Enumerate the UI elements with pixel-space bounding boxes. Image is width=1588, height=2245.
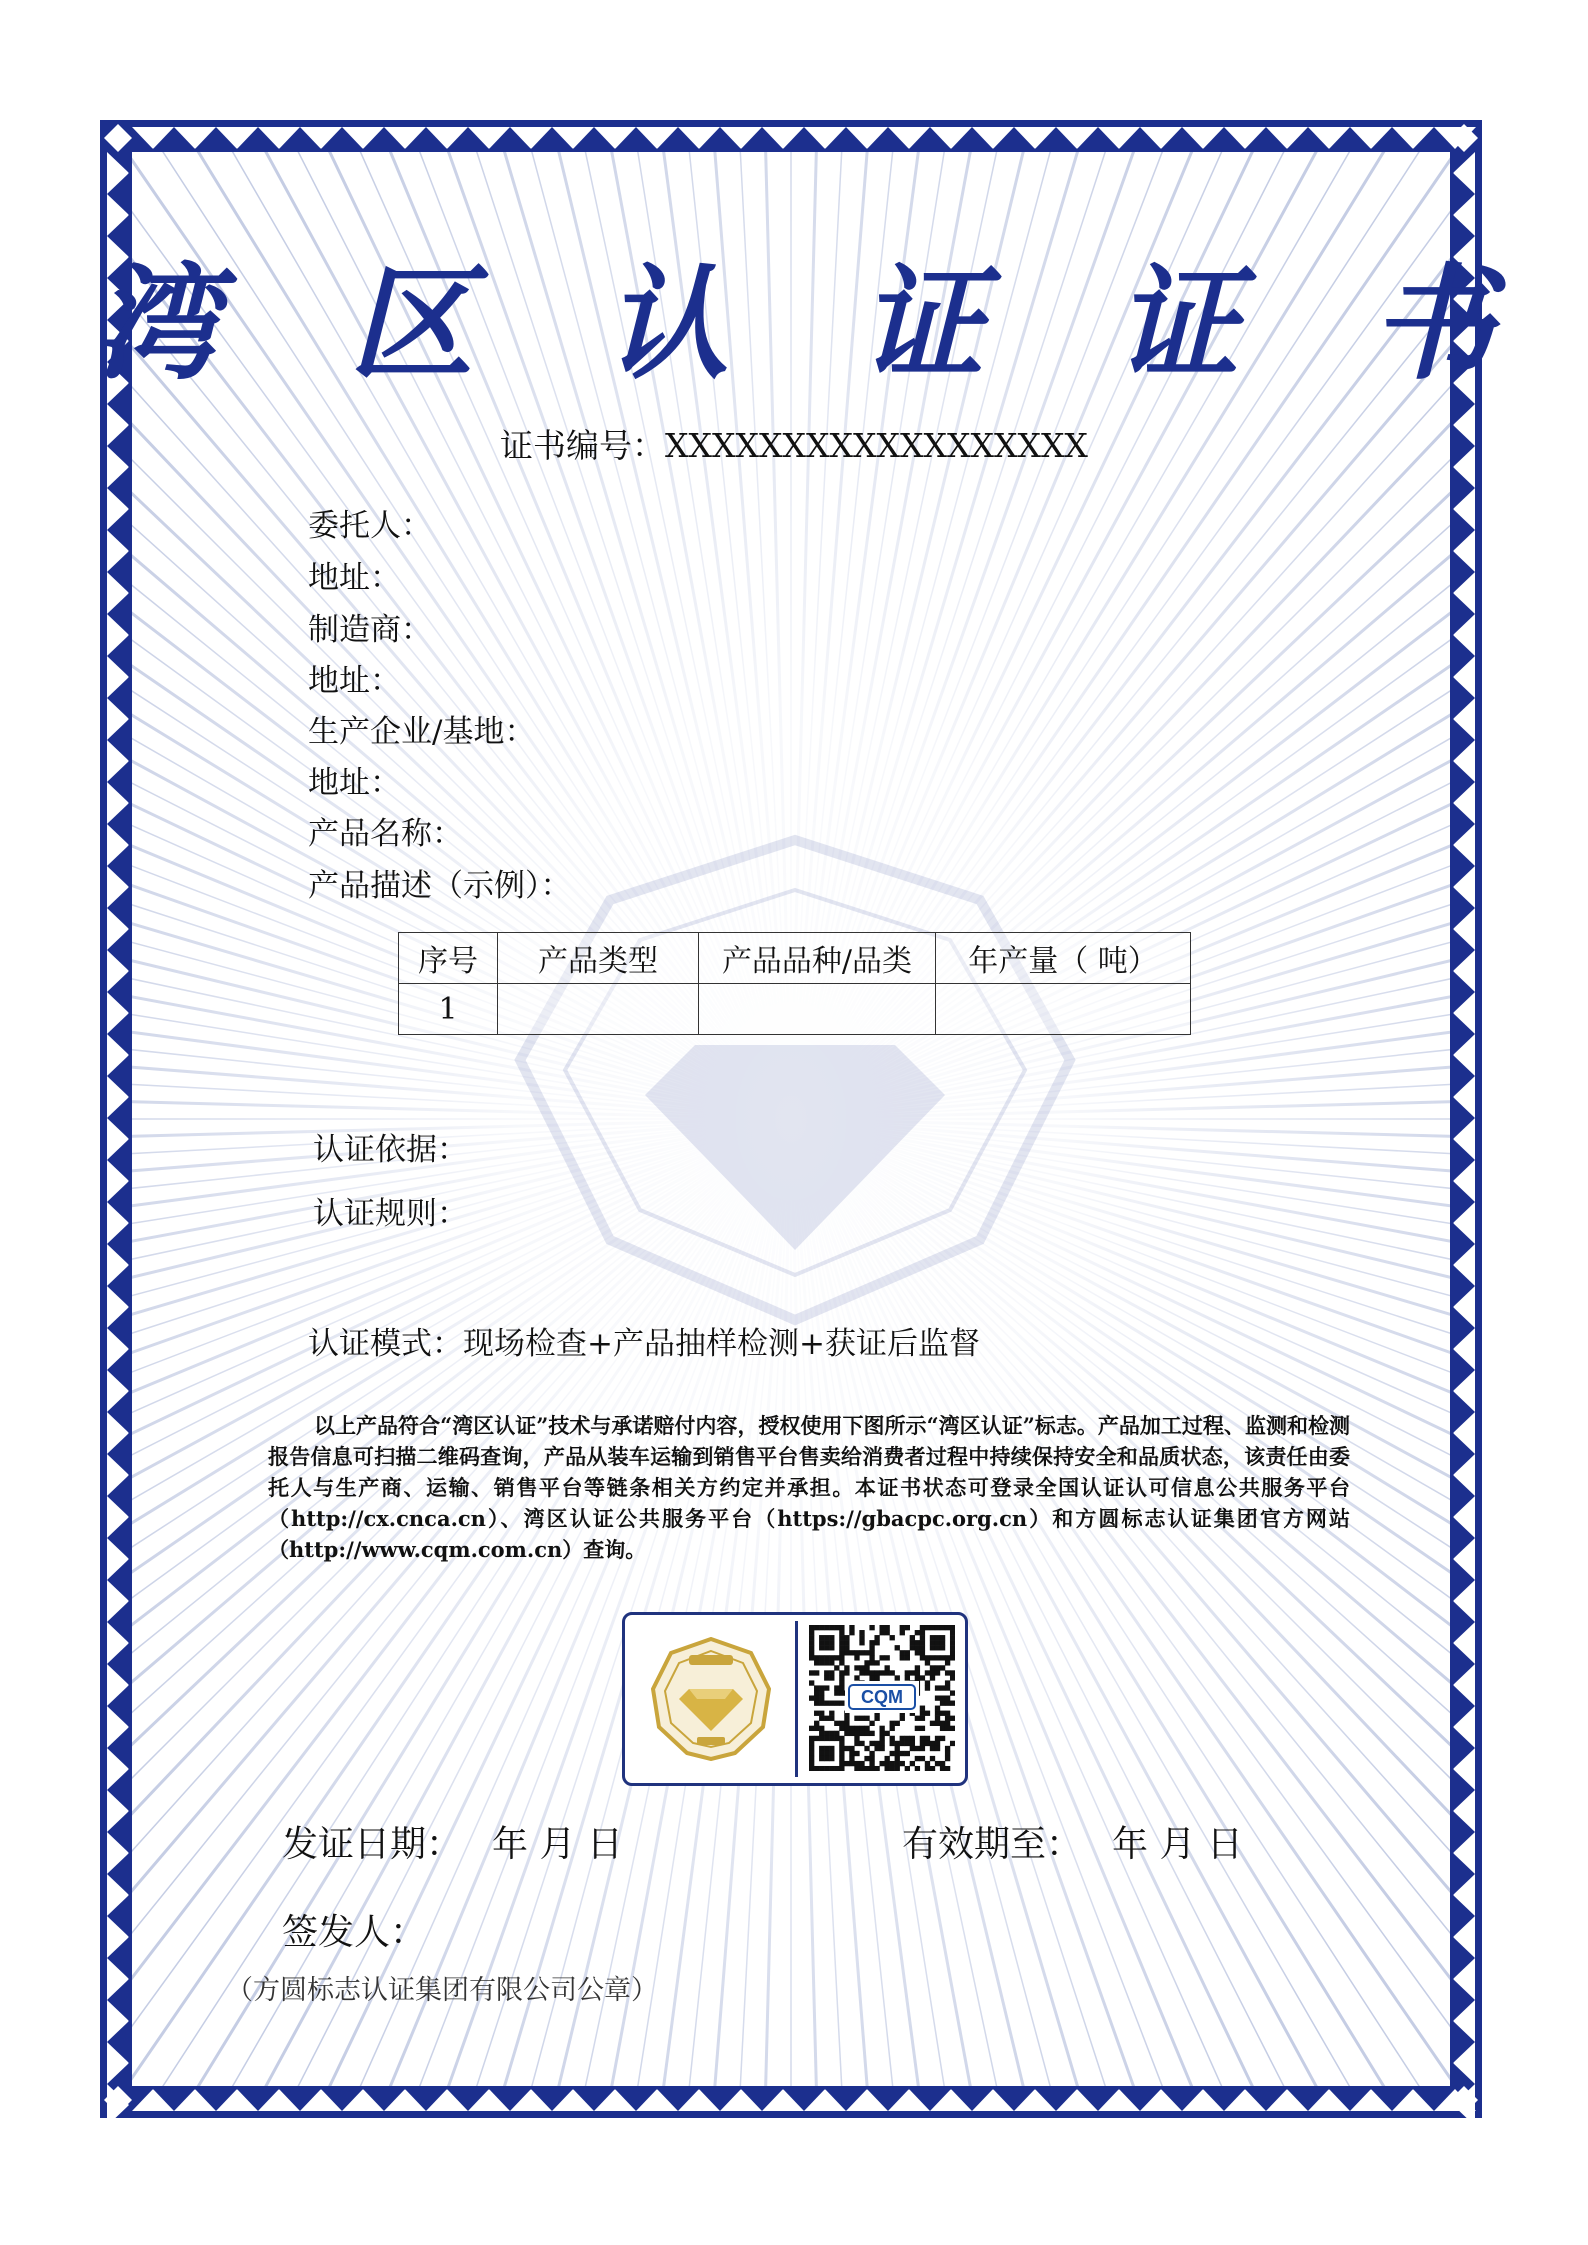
issuer-label: 签发人： [282,1912,427,1953]
certificate-notice: 以上产品符合“湾区认证”技术与承诺赔付内容，授权使用下图所示“湾区认证”标志。产品加工过程、监测和检测报告信息可扫描二维码查询，产品从装车运输到销售平台售卖给消费者过程中持续保持安全和品质状态，该责任由委托人与生产商、运输、销售平台等链条相关方约定并承担。本证书状态可登录全国认证认可信息公共服务平台（http://cx.cnca.cn）、湾区认证公共服务平台（https://gbacpc.org.cn）和方圆标志认证集团官方网站（http://www.cqm.com.cn）查询。 [268,1413,1350,1562]
table-header: 年产量（ 吨） [936,933,1191,984]
issue-date [282,1816,623,1867]
table-cell [498,984,699,1035]
certificate-number-label: 证书编号： [500,426,666,465]
marks-divider [795,1621,798,1777]
table-row [399,984,1191,1035]
valid-until-label: 有效期至： [902,1824,1083,1865]
bay-area-certification-seal-icon [651,1637,771,1761]
table-cell [699,984,936,1035]
certificate-number-value: XXXXXXXXXXXXXXXXXX [665,426,1088,465]
field-client-address-label: 地址： [308,560,401,596]
qr-code-icon[interactable] [809,1625,955,1771]
field-manufacturer-address-label: 地址： [308,663,401,699]
watermark-emblem [510,830,1080,1330]
valid-until [902,1816,1243,1867]
certification-mode: 认证模式：现场检查+产品抽样检测+获证后监督 [308,1326,980,1362]
table-header: 产品品种/品类 [699,933,936,984]
certification-basis-label: 认证依据： [313,1132,468,1168]
table-cell: 1 [399,984,498,1035]
certification-rules-label: 认证规则： [313,1196,468,1232]
table-cell [936,984,1191,1035]
valid-until-value: 年 月 日 [1112,1824,1243,1865]
official-seal-note: （方圆标志认证集团有限公司公章） [226,1975,658,2006]
certification-marks [622,1612,968,1786]
issue-date-value: 年 月 日 [492,1824,623,1865]
field-product-description-label: 产品描述（示例）： [308,868,572,904]
field-production-base-label: 生产企业/基地： [308,714,536,750]
table-header: 序号 [399,933,498,984]
field-production-address-label: 地址： [308,765,401,801]
table-header-row [399,933,1191,984]
table-header: 产品类型 [498,933,699,984]
product-table [398,932,1191,1035]
issue-date-label: 发证日期： [282,1824,463,1865]
field-product-name-label: 产品名称： [308,816,463,852]
field-client-label: 委托人： [308,508,432,544]
certificate-number [0,420,1588,467]
field-manufacturer-label: 制造商： [308,612,432,648]
qr-logo-text: CQM [861,1687,903,1707]
certificate-title: 湾 区 认 证 证 书 [94,252,1538,397]
